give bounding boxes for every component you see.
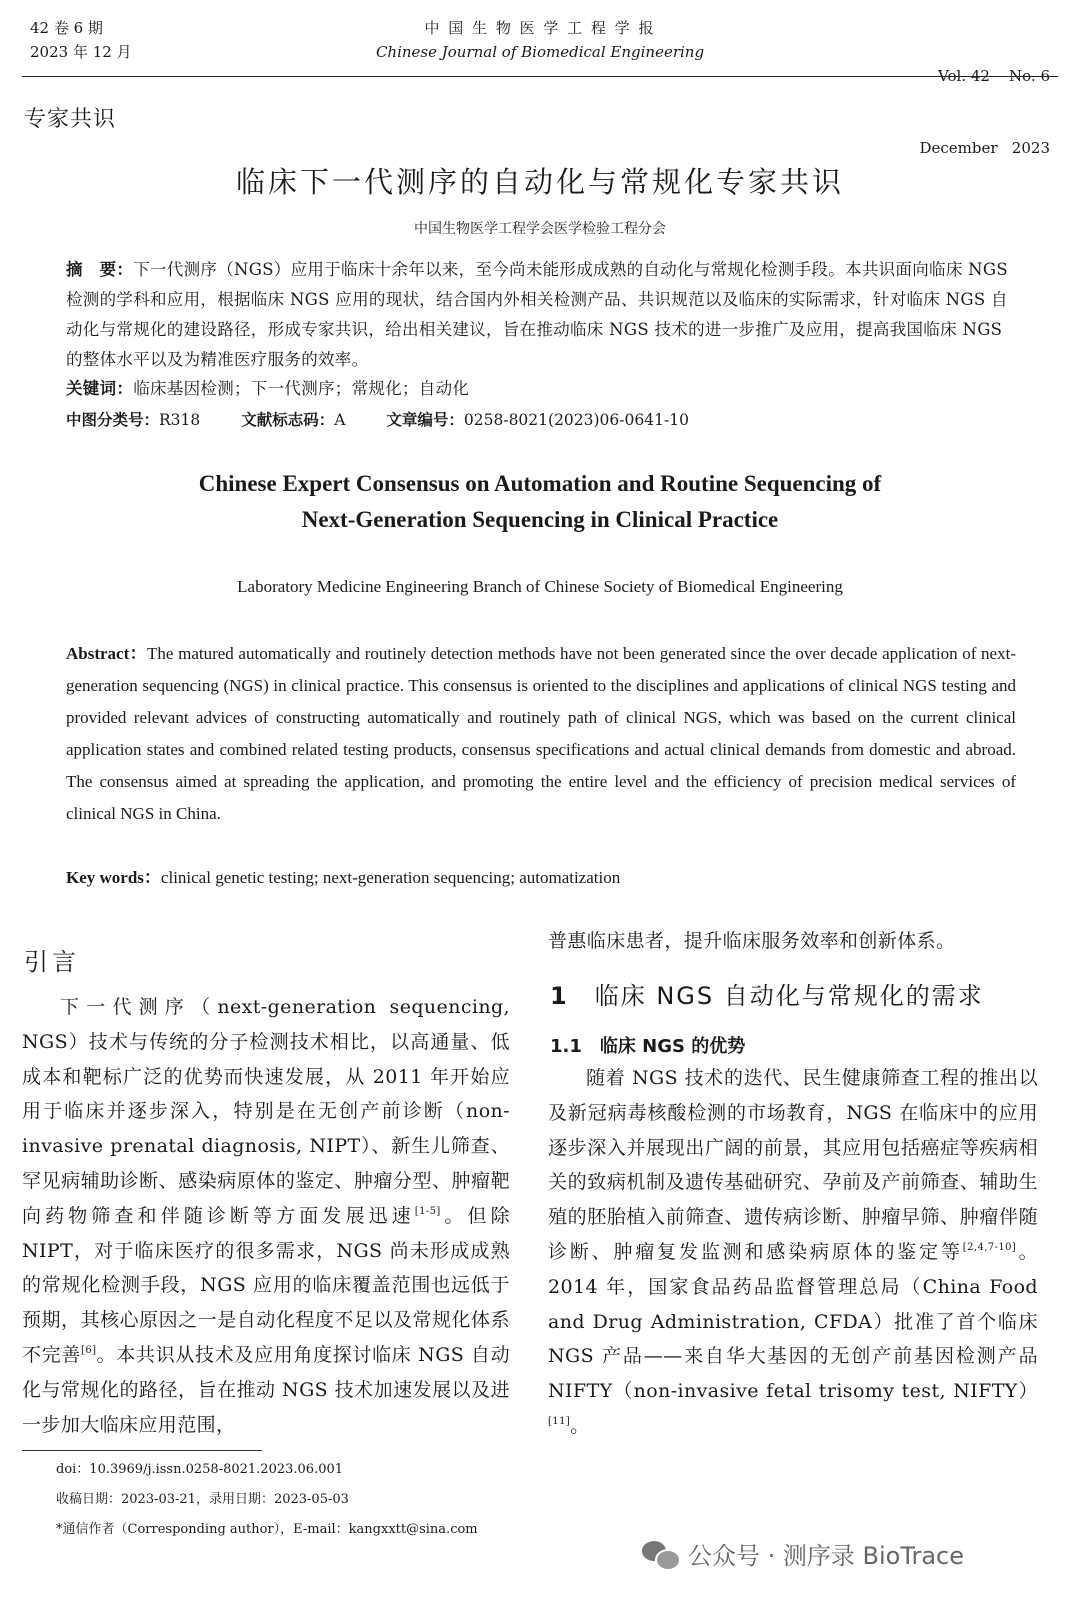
doc-code-label: 文献标志码： xyxy=(241,411,335,429)
watermark-text: 公众号 · 测序录 BioTrace xyxy=(688,1542,964,1570)
footnote-doi: doi：10.3969/j.issn.0258-8021.2023.06.001 xyxy=(56,1462,344,1477)
continuation-text: 普惠临床患者，提升临床服务效率和创新体系。 xyxy=(548,930,956,952)
section-1-1-number: 1.1 xyxy=(550,1036,582,1057)
section-1-1-heading xyxy=(550,1032,745,1058)
keywords-en xyxy=(66,862,1016,894)
right-column-continuation xyxy=(548,924,1038,959)
volume-info xyxy=(919,16,1050,184)
abstract-en xyxy=(66,638,1016,830)
article-number-value: 0258-8021(2023)06-0641-10 xyxy=(463,411,689,429)
doc-code-value: A xyxy=(334,411,346,429)
abstract-cn-label: 摘 要： xyxy=(66,260,134,279)
volume-number: Vol. 42 No. 6 xyxy=(938,67,1050,85)
affiliation-en: Laboratory Medicine Engineering Branch of Chinese Society of Biomedical Engineering xyxy=(237,577,843,596)
section-1-1-body xyxy=(548,1061,1038,1444)
header-rule xyxy=(22,76,1058,77)
title-en xyxy=(0,466,1080,538)
issue-date: 2023 年 12 月 xyxy=(30,43,132,61)
footnotes xyxy=(56,1455,478,1545)
abstract-cn-text: 下一代测序（NGS）应用于临床十余年以来，至今尚未能形成成熟的自动化与常规化检测手段。本共识面向临床 NGS 检测的学科和应用，根据临床 NGS 应用的现状，结合国内外相关检测产品、共识规范以及临床的实际需求，针对临床 NGS 自动化与常规化的建设路径，形成专家共识，给出相关建议，旨在推动临床 NGS 技术的进一步推广及应用，提高我国临床 NGS 的整体水平以及为精准医疗服务的效率。 xyxy=(66,260,1008,369)
section-text-b: 。2014 年，国家食品药品监督管理总局（China Food and Drug Administration, CFDA）批准了首个临床 NGS 产品——来自华大基因的无创产前基因检测产品 NIFTY（non-invasive fetal trisomy test, NIFTY） xyxy=(548,1240,1038,1403)
intro-text-a: 下一代测序（next-generation sequencing, NGS）技术与传统的分子检测技术相比，以高通量、低成本和靶标广泛的优势而快速发展，从 2011 年开始应用于临床并逐步深入，特别是在无创产前诊断（non-invasive prenatal diagnosis, NIPT）、新生儿筛查、罕见病辅助诊断、感染病原体的鉴定、肿瘤分型、肿瘤靶向药物筛查和伴随诊断等方面发展迅速 xyxy=(22,996,510,1227)
watermark xyxy=(642,1536,964,1571)
title-cn: 临床下一代测序的自动化与常规化专家共识 xyxy=(235,165,844,199)
citation-ref: [2,4,7-10] xyxy=(962,1241,1017,1253)
section-1-title: 临床 NGS 自动化与常规化的需求 xyxy=(594,982,984,1010)
section-1-1-title: 临床 NGS 的优势 xyxy=(599,1036,746,1057)
clc-value: R318 xyxy=(159,411,201,429)
footnote-corresponding: *通信作者（Corresponding author），E-mail：kangxxtt@sina.com xyxy=(56,1522,478,1537)
citation-ref: [1-5] xyxy=(414,1205,441,1217)
section-1-1-paragraph xyxy=(548,1061,1038,1444)
keywords-cn-label: 关键词： xyxy=(66,379,134,398)
keywords-en-label: Key words： xyxy=(66,868,161,887)
issue-info xyxy=(30,16,132,64)
section-tag: 专家共识 xyxy=(24,107,117,132)
section-1-heading xyxy=(550,976,984,1011)
intro-text-b: 。但除 NIPT，对于临床医疗的很多需求，NGS 尚未形成成熟的常规化检测手段，NGS 应用的临床覆盖范围也远低于预期，其核心原因之一是自动化程度不足以及常规化体系不完善 xyxy=(22,1204,510,1366)
journal-title-cn: 中 国 生 物 医 学 工 程 学 报 xyxy=(424,19,656,37)
volume-date: December 2023 xyxy=(919,139,1050,157)
keywords-cn xyxy=(66,374,1016,404)
classification-row xyxy=(66,408,1016,432)
journal-title xyxy=(300,16,780,64)
citation-ref: [11] xyxy=(548,1415,571,1427)
issue-number: 42 卷 6 期 xyxy=(30,19,103,37)
wechat-icon xyxy=(642,1539,680,1569)
section-text-a: 随着 NGS 技术的迭代、民生健康筛查工程的推出以及新冠病毒核酸检测的市场教育，NGS 在临床中的应用逐步深入并展现出广阔的前景，其应用包括癌症等疾病相关的致病机制及遗传基础研究、孕前及产前筛查、辅助生殖的胚胎植入前筛查、遗传病诊断、肿瘤早筛、肿瘤伴随诊断、肿瘤复发监测和感染病原体的鉴定等 xyxy=(548,1067,1038,1263)
abstract-en-label: Abstract： xyxy=(66,644,148,663)
intro-paragraph xyxy=(22,990,510,1442)
clc-label: 中图分类号： xyxy=(66,411,160,429)
footnote-rule xyxy=(22,1450,262,1451)
intro-heading: 引言 xyxy=(24,948,80,976)
keywords-cn-text: 临床基因检测；下一代测序；常规化；自动化 xyxy=(133,379,470,398)
intro-body xyxy=(22,990,510,1442)
title-en-line-2: Next-Generation Sequencing in Clinical Practice xyxy=(301,507,779,532)
affiliation-cn: 中国生物医学工程学会医学检验工程分会 xyxy=(414,221,666,237)
keywords-en-text: clinical genetic testing; next-generation sequencing; automatization xyxy=(160,868,621,887)
abstract-en-text: The matured automatically and routinely detection methods have not been generated since the over decade application of next-generation sequencing (NGS) in clinical practice. This consensus is oriented to the disciplines and applications of clinical NGS testing and provided relevant advices of constructing automatically and routinely path of clinical NGS, which was based on the current clinical application states and combined related testing products, consensus specifications and actual clinical demands from domestic and abroad. The consensus aimed at spreading the application, and promoting the entire level and the efficiency of precision medical services of clinical NGS in China. xyxy=(66,644,1016,823)
article-number-label: 文章编号： xyxy=(386,411,464,429)
footnote-dates: 收稿日期：2023-03-21，录用日期：2023-05-03 xyxy=(56,1492,349,1507)
citation-ref: [6] xyxy=(81,1344,97,1356)
journal-title-en: Chinese Journal of Biomedical Engineering xyxy=(375,43,705,61)
title-en-line-1: Chinese Expert Consensus on Automation and Routine Sequencing of xyxy=(198,471,882,496)
section-1-number: 1 xyxy=(550,982,569,1010)
intro-text-c: 。本共识从技术及应用角度探讨临床 NGS 自动化与常规化的路径，旨在推动 NGS 技术加速发展以及进一步加大临床应用范围， xyxy=(22,1343,510,1436)
abstract-cn xyxy=(66,255,1016,375)
section-text-c: 。 xyxy=(570,1414,590,1437)
